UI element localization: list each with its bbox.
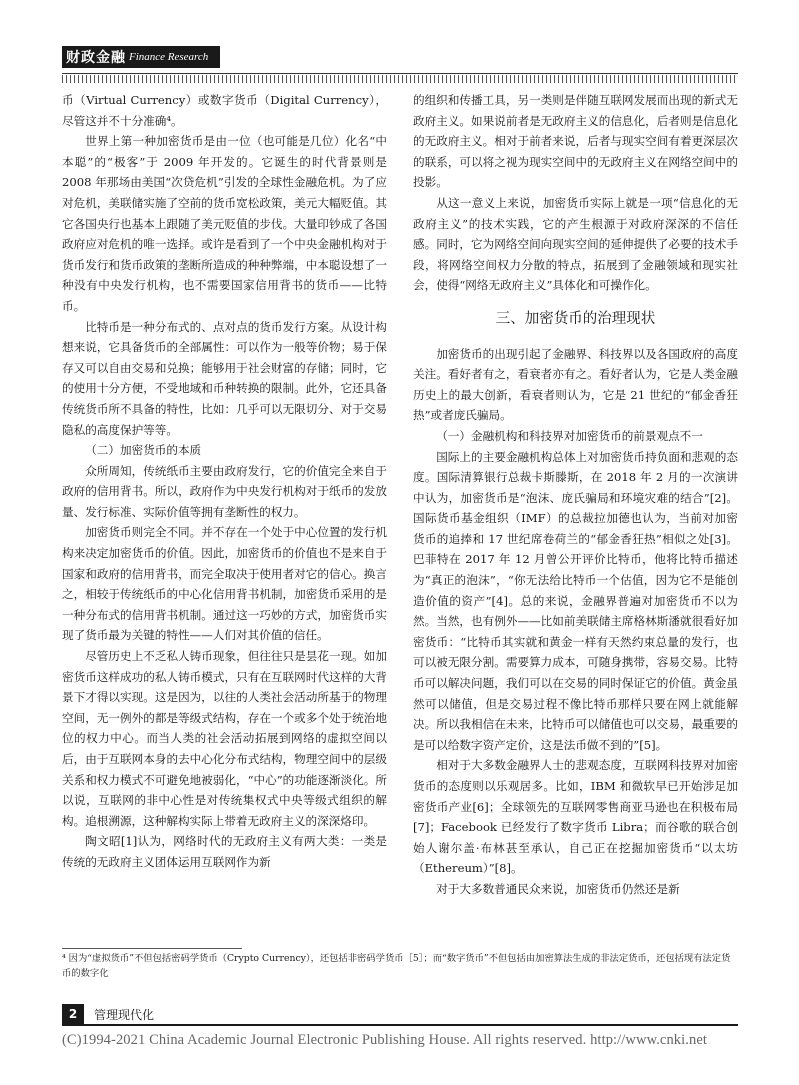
paragraph: 比特币是一种分布式的、点对点的货币发行方案。从设计构想来说，它具备货币的全部属性：可以作为一般等价物；易于保存又可以自由交易和兑换；能够用于社会财富的存储；同时，它的使用十分方便，不受地域和币种转换的限制。此外，它还具备传统货币所不具备的特性，比如：几乎可以无限切分、对于交易隐私的高度保护等等。 (62, 319, 387, 437)
subsection-heading: （二）加密货币的本质 (85, 443, 202, 458)
paragraph: 的组织和传播工具，另一类则是伴随互联网发展而出现的新式无政府主义。如果说前者是无政府主义的信息化，后者则是信息化的无政府主义。相对于前者来说，后者与现实空间有着更深层次的联系，可以将之视为现实空间中的无政府主义在网络空间中的投影。 (413, 93, 738, 190)
copyright-notice: (C)1994-2021 China Academic Journal Electronic Publishing House. All rights reserved. http://www.cnki.net (62, 1032, 708, 1048)
section-title: 三、加密货币的治理现状 (495, 310, 656, 327)
paragraph: 从这一意义上来说，加密货币实际上就是一项“信息化的无政府主义”的技术实践，它的产生根源于对政府深深的不信任感。同时，它为网络空间向现实空间的延伸提供了必要的技术手段，将网络空间权力分散的特点，拓展到了金融领域和现实社会，使得“网络无政府主义”具体化和可操作化。 (413, 195, 738, 293)
header-tick-rule (62, 75, 738, 83)
right-column (413, 90, 738, 900)
paragraph: 国际上的主要金融机构总体上对加密货币持负面和悲观的态度。国际清算银行总裁卡斯滕斯，在 2018 年 2 月的一次演讲中认为，加密货币是“泡沫、庞氏骗局和环境灾难的结合”[2]。国际货币基金组织（IMF）的总裁拉加德也认为，当前对加密货币的追捧和 17 世纪席卷荷兰的“郁金香狂热”相似之处[3]。巴菲特在 2017 年 12 月曾公开评价比特币，他将比特币描述为“真正的泡沫”，“你无法给比特币一个估值，因为它不是能创造价值的资产”[4]。总的来说，金融界普遍对加密货币不以为然。当然，也有例外——比如前美联储主席格林斯潘就很看好加密货币：“比特币其实就和黄金一样有天然约束总量的发行，也可以被无限分割。需要算力成本，可随身携带，容易交易。比特币可以解决问题，我们可以在交易的同时保证它的价值。黄金虽然可以储值，但是交易过程不像比特币那样只要在网上就能解决。所以我相信在未来，比特币可以储值也可以交易，最重要的是可以给数字资产定价，这是法币做不到的”[5]。 (413, 449, 738, 752)
subsection-heading: （一）金融机构和科技界对加密货币的前景观点不一 (436, 428, 703, 443)
page-number: 2 (62, 1004, 84, 1024)
paragraph: 对于大多数普通民众来说，加密货币仍然还是新 (436, 881, 680, 896)
journal-name-en: Finance Research (129, 51, 209, 63)
paragraph: 世界上第一种加密货币是由一位（也可能是几位）化名“中本聪”的“极客”于 2009 年开发的。它诞生的时代背景则是 2008 年那场由美国“次贷危机”引发的全球性金融危机。为了应对危机，美联储实施了空前的货币宽松政策，美元大幅贬值。其它各国央行也基本上跟随了美元贬值的步伐。大量印钞成了各国政府应对危机的唯一选择。或许是看到了一个中央金融机构对于货币发行和货币政策的垄断所造成的种种弊端，中本聪设想了一种没有中央发行机构，也不需要国家信用背书的货币——比特币。 (62, 134, 387, 313)
paragraph: 尽管历史上不乏私人铸币现象，但往往只是昙花一现。如加密货币这样成功的私人铸币模式，只有在互联网时代这样的大背景下才得以实现。这是因为，以往的人类社会活动所基于的物理空间，无一例外的都是等级式结构，存在一个或多个处于统治地位的权力中心。而当人类的社会活动拓展到网络的虚拟空间以后，由于互联网本身的去中心化分布式结构，物理空间中的层级关系和权力模式不可避免地被弱化，“中心”的功能逐渐淡化。所以说，互联网的非中心性是对传统集权式中央等级式组织的解构。追根溯源，这种解构实际上带着无政府主义的深深烙印。 (62, 649, 387, 828)
page-footer (62, 1004, 738, 1026)
paragraph: 陶文昭[1]认为，网络时代的无政府主义有两大类：一类是传统的无政府主义团体运用互联网作为新 (62, 834, 387, 869)
paragraph: 相对于大多数金融界人士的悲观态度，互联网科技界对加密货币的态度则以乐观居多。比如，IBM 和微软早已开始涉足加密货币产业[6]；全球领先的互联网零售商亚马逊也在积极布局[7]；Facebook 已经发行了数字货币 Libra；而谷歌的联合创始人谢尔盖·布林甚至承认，自己正在挖掘加密货币“以太坊（Ethereum）”[8]。 (413, 758, 738, 876)
footnote: ⁴ 因为“虚拟货币”不但包括密码学货币（Crypto Currency），还包括非密码学货币［5］；而“数字货币”不但包括由加密算法生成的非法定货币，还包括现有法定货币的数字化 (62, 953, 731, 979)
paragraph: 币（Virtual Currency）或数字货币（Digital Currency），尽管这并不十分准确⁴。 (62, 93, 387, 128)
paragraph: 加密货币的出现引起了金融界、科技界以及各国政府的高度关注。看好者有之，看衰者亦有之。看好者认为，它是人类金融历史上的最大创新，看衰者则认为，它是 21 世纪的“郁金香狂热”或者庞氏骗局。 (413, 346, 738, 423)
journal-name-cn: 财政金融 (66, 50, 126, 66)
footer-journal-name: 管理现代化 (94, 1008, 155, 1022)
left-column (62, 90, 387, 873)
footnote-rule (62, 948, 242, 949)
journal-header (62, 46, 220, 68)
paragraph: 众所周知，传统纸币主要由政府发行，它的价值完全来自于政府的信用背书。所以，政府作为中央发行机构对于纸币的发放量、发行标准、实际价值等拥有垄断性的权力。 (62, 463, 387, 519)
header-rule (62, 73, 738, 74)
paragraph: 加密货币则完全不同。并不存在一个处于中心位置的发行机构来决定加密货币的价值。因此，加密货币的价值也不是来自于国家和政府的信用背书，而完全取决于使用者对它的信心。换言之，相较于传统纸币的中心化信用背书机制，加密货币采用的是一种分布式的信用背书机制。通过这一巧妙的方式，加密货币实现了货币最为关键的特性——人们对其价值的信任。 (62, 525, 387, 643)
